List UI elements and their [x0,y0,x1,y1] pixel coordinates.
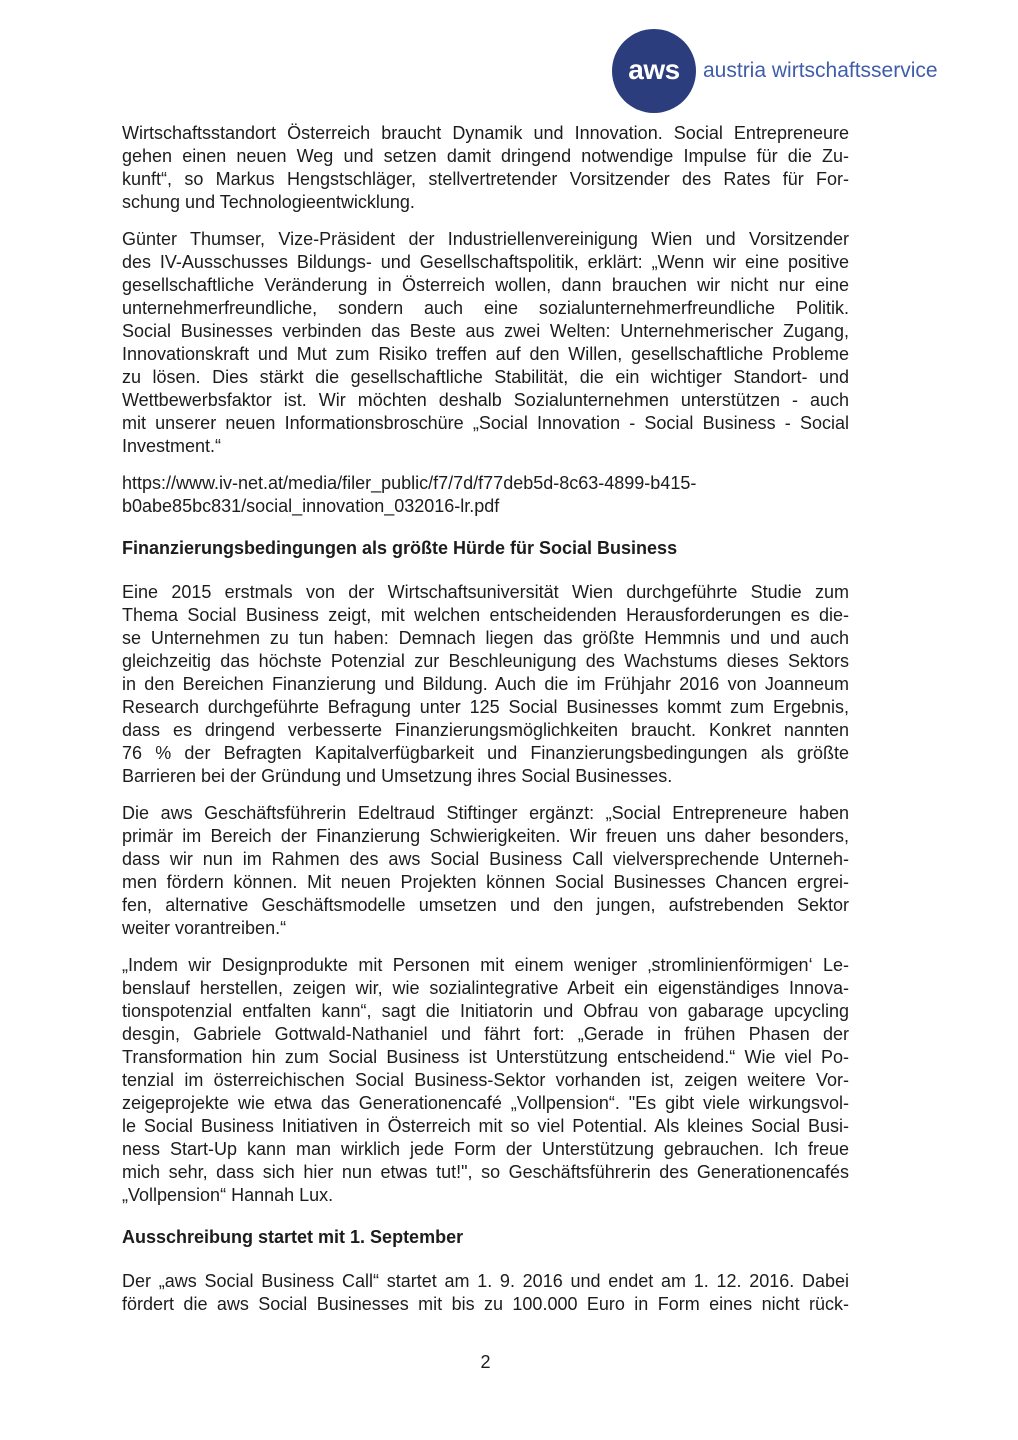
text-line: Ausschreibung startet mit 1. September [122,1227,464,1247]
text-line[interactable]: https://www.iv-net.at/media/filer_public/f7/7d/f77deb5d-8c63-4899-b415- [122,473,697,493]
paragraph-hengstschlaeger-quote [122,122,849,214]
text-line: Barrieren bei der Gründung und Umsetzung ihres Social Businesses. [122,766,673,786]
text-line: zu lösen. Dies stärkt die gesellschaftliche Stabilität, die ein wichtiger Standort- und [122,367,849,387]
text-line: Social Businesses verbinden das Beste aus zwei Welten: Unternehmerischer Zugang, [122,321,849,341]
heading-finanzierungsbedingungen [122,537,849,560]
text-line: gesellschaftliche Veränderung in Österreich wollen, dann brauchen wir nicht nur eine [122,275,849,295]
text-line: tenzial im österreichischen Social Business-Sektor vorhanden ist, zeigen weitere Vor- [122,1070,849,1090]
text-line: fen, alternative Geschäftsmodelle umsetzen und den jungen, aufstrebenden Sektor [122,895,849,915]
text-line: Research durchgeführte Befragung unter 125 Social Businesses kommt zum Ergebnis, [122,697,849,717]
text-line: Transformation hin zum Social Business ist Unterstützung entscheidend.“ Wie viel Po- [122,1047,849,1067]
text-line: unternehmerfreundliche, sondern auch eine sozialunternehmerfreundliche Politik. [122,298,849,318]
text-line: zeigeprojekte wie etwa das Generationencafé „Vollpension“. "Es gibt viele wirkungsvol- [122,1093,849,1113]
text-line: kunft“, so Markus Hengstschläger, stellvertretender Vorsitzender des Rates für For- [122,169,849,189]
text-line: primär im Bereich der Finanzierung Schwierigkeiten. Wir freuen uns daher besonders, [122,826,849,846]
text-line: ness Start-Up kann man wirklich jede Form der Unterstützung gebrauchen. Ich freue [122,1139,849,1159]
text-line: „Vollpension“ Hannah Lux. [122,1185,334,1205]
text-line: gleichzeitig das höchste Potenzial zur Beschleunigung des Wachstums dieses Sektors [122,651,849,671]
text-line: desgin, Gabriele Gottwald-Nathaniel und fährt fort: „Gerade in frühen Phasen der [122,1024,849,1044]
text-line: schung und Technologieentwicklung. [122,192,415,212]
text-line: dass es dringend verbesserte Finanzierungsmöglichkeiten braucht. Konkret nannten [122,720,849,740]
text-line: des IV-Ausschusses Bildungs- und Gesellschaftspolitik, erklärt: „Wenn wir eine positive [122,252,849,272]
paragraph-stiftinger-quote [122,802,849,940]
text-line: men fördern können. Mit neuen Projekten können Social Businesses Chancen ergrei- [122,872,849,892]
text-line: Eine 2015 erstmals von der Wirtschaftsuniversität Wien durchgeführte Studie zum [122,582,849,602]
paragraph-gottwald-nathaniel-lux [122,954,849,1207]
text-line[interactable]: b0abe85bc831/social_innovation_032016-lr.pdf [122,496,500,516]
paragraph-thumser-quote [122,228,849,458]
paragraph-studie [122,581,849,788]
text-line: mich sehr, dass sich hier nun etwas tut!", so Geschäftsführerin des Generationencafés [122,1162,849,1182]
text-line: Die aws Geschäftsführerin Edeltraud Stiftinger ergänzt: „Social Entrepreneure haben [122,803,849,823]
text-line: weiter vorantreiben.“ [122,918,287,938]
text-line: 76 % der Befragten Kapitalverfügbarkeit und Finanzierungsbedingungen als größte [122,743,849,763]
text-line: Innovationskraft und Mut zum Risiko treffen auf den Willen, gesellschaftliche Probleme [122,344,849,364]
aws-logo-circle-text: aws [628,53,680,85]
text-line: gehen einen neuen Weg und setzen damit dringend notwendige Impulse für die Zu- [122,146,849,166]
text-line: Wettbewerbsfaktor ist. Wir möchten deshalb Sozialunternehmen unterstützen - auch [122,390,849,410]
broschuere-url[interactable] [122,472,849,518]
aws-wordmark: austria wirtschaftsservice [703,59,938,82]
aws-logo-circle [612,29,696,113]
text-line: tionspotenzial entfalten kann“, sagt die Initiatorin und Obfrau von gabarage upcycling [122,1001,849,1021]
text-line: Günter Thumser, Vize-Präsident der Industriellenvereinigung Wien und Vorsitzender [122,229,849,249]
text-line: in den Bereichen Finanzierung und Bildung. Auch die im Frühjahr 2016 von Joanneum [122,674,849,694]
text-line: se Unternehmen zu tun haben: Demnach liegen das größte Hemmnis und und auch [122,628,849,648]
text-line: Wirtschaftsstandort Österreich braucht Dynamik und Innovation. Social Entrepreneure [122,123,849,143]
text-line: fördert die aws Social Businesses mit bis zu 100.000 Euro in Form eines nicht rück- [122,1294,849,1314]
text-line: Investment.“ [122,436,222,456]
heading-ausschreibung [122,1226,849,1249]
document-body [122,122,849,1330]
footer [122,1352,849,1373]
page-number: 2 [480,1352,491,1372]
text-line: le Social Business Initiativen in Österreich mit so viel Potential. Als kleines Social Busi- [122,1116,849,1136]
text-line: dass wir nun im Rahmen des aws Social Business Call vielversprechende Unterneh- [122,849,849,869]
paragraph-call-termine [122,1270,849,1316]
text-line: mit unserer neuen Informationsbroschüre „Social Innovation - Social Business - Social [122,413,849,433]
aws-logo [612,29,938,113]
text-line: „Indem wir Designprodukte mit Personen mit einem weniger ‚stromlinienförmigen‘ Le- [122,955,849,975]
text-line: Thema Social Business zeigt, mit welchen entscheidenden Herausforderungen es die- [122,605,849,625]
text-line: benslauf herstellen, zeigen wir, wie sozialintegrative Arbeit ein eigenständiges Innova- [122,978,849,998]
text-line: Der „aws Social Business Call“ startet am 1. 9. 2016 und endet am 1. 12. 2016. Dabei [122,1271,849,1291]
text-line: Finanzierungsbedingungen als größte Hürde für Social Business [122,538,678,558]
